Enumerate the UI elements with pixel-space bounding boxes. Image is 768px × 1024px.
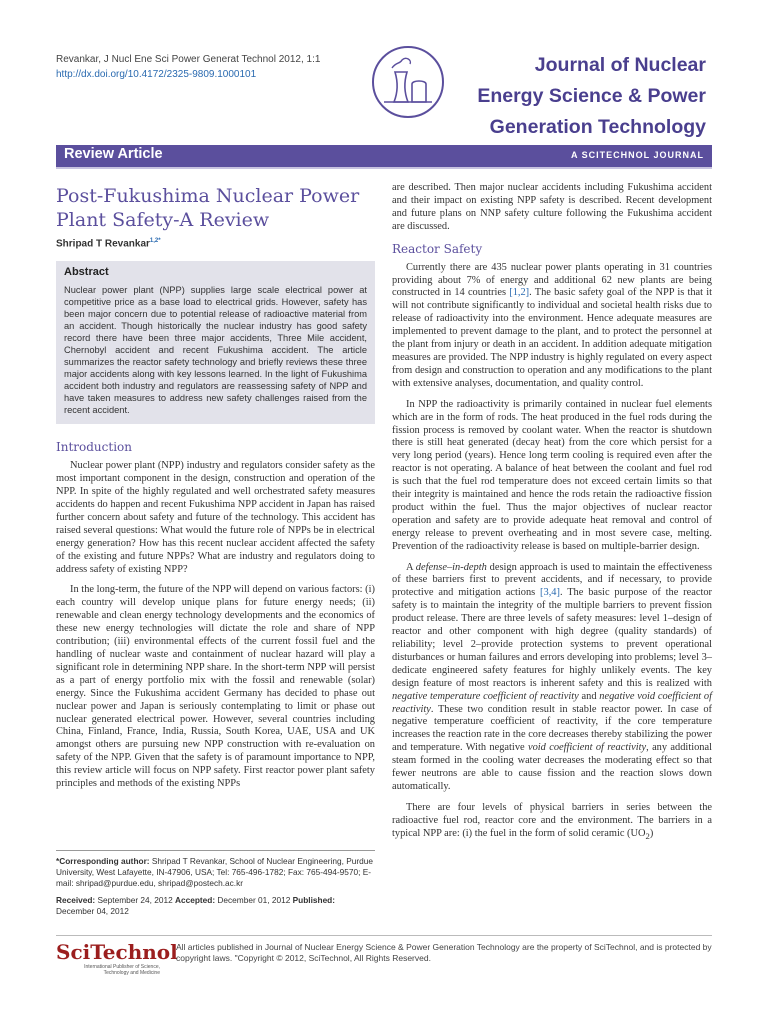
brand-tagline-2: Technology and Medicine xyxy=(103,970,160,976)
publisher-tagline: A SCITECHNOL JOURNAL xyxy=(570,150,704,160)
intro-paragraph-continued: are described. Then major nuclear accidents including Fukushima accident and their impact on existing NPP safety is described. Recent development and future plans on NNP safety culture following the Fukushima accident are discussed. xyxy=(392,182,712,232)
accepted-date: December 01, 2012 xyxy=(215,895,293,905)
abstract-text: Nuclear power plant (NPP) supplies large scale electrical power at competitive price as a base load to electrical grids. However, safety has been major concern due to potential release of radioactive material from an accident. Though historically the nuclear industry has good safety record there have been three major accidents, Three Mile accident, Chernobyl accident and recent Fukushima accident. The article summarizes the reactor safety technology and briefly reviews these three major accidents along with key lessons learned. In the light of Fukushima accident both industry and regulators are reassessing safety of NPP and have taken measures to address new safety challenges raised from the recent accident. xyxy=(64,285,367,416)
corresponding-author-text: Shripad T Revankar, School of Nuclear Engineering, Purdue University, West Lafayette, IN-47906, USA; Tel: 765-496-1782; Fax: 765-494-9570; E-mail: shripad@purdue.edu, shripad@postech.ac.kr xyxy=(56,856,373,888)
footer-divider xyxy=(56,935,712,936)
accepted-label: Accepted: xyxy=(175,895,216,905)
text-run: . The basic safety goal of the NPP is that it will not contribute significantly to individual and societal health risks due to release of radioactivity into the environment. Hence adequate measures are implemented to prevent damage to the plant, and to protect the personnel at the plant from injury or death in an accident. In addition adequate mitigation measures are provided. The NPP industry is highly regulated on every aspect from design and construction to operation and any modifications to the plant with extensive analyses, documentation, and quality control. xyxy=(392,287,712,389)
text-run: A xyxy=(406,561,416,573)
copyright-note: All articles published in Journal of Nuclear Energy Science & Power Generation Technology are the property of SciTechnol, and is protected by copyright laws. "Copyright © 2012, SciTechnol, All Rights Reserved. xyxy=(176,942,712,963)
emphasis-text: defense–in-depth xyxy=(415,561,487,573)
journal-title-line-2: Energy Science & Power xyxy=(477,85,706,107)
reactor-safety-heading: Reactor Safety xyxy=(392,241,483,256)
published-date: December 04, 2012 xyxy=(56,906,129,916)
introduction-heading: Introduction xyxy=(56,440,132,455)
text-run: , any additional steam formed in the cooling water decreases the moderating effect so that fewer neutrons are able to cause fission and the reaction slows down automatically. xyxy=(392,742,712,792)
article-dates xyxy=(56,895,375,917)
intro-paragraph-1: Nuclear power plant (NPP) industry and regulators consider safety as the most important component in the design, construction and operation of the NPP. In spite of the highly regulated and well orchestrated safety measures accidents do happen and recent Fukushima NPP accident in Japan has raised further concern about safety and future of the technology. This accident has raised several questions: What would the future role of NPPs be in electrical energy generation? How has this recent nuclear accident affected the safety of the existing and future NPPs? What are industry and regulators doing to address safety of existing NPP? xyxy=(56,460,375,575)
text-run: There are four levels of physical barriers in series between the radioactive fuel rod, reactor core and the environment. The barriers in a typical NPP are: (i) the fuel in the form of solid ceramic (UO xyxy=(392,801,712,839)
reactor-safety-paragraph-2: In NPP the radioactivity is primarily contained in nuclear fuel elements which are in the form of rods. The heat produced in the fuel rods during the fission process is removed by coolant water. When the reactor is shutdown there is still heat generated (decay heat) from the core which persist for a very long period (years). Hence long term cooling is required even after the reactor is not operating. A balance of heat between the coolant and fuel rod is such that the fuel rod temperature does not exceed certain limits so that their integrity is maintained and hence the rods retain the radioactive fission product within the fuel. Thus the major objectives of nuclear reactor operation and safety are to provide adequate heat removal and control of energy release to prevent overheating and in most severe case, melting. Prevention of the radioactivity release is based on multiple-barrier design. xyxy=(392,398,712,552)
brand-name: SciTechnol xyxy=(56,940,178,964)
author-affiliation-marker: 1,2* xyxy=(149,238,161,244)
scitechnol-logo xyxy=(56,940,178,976)
brand-tagline-1: International Publisher of Science, xyxy=(84,964,160,970)
text-run: . The basic purpose of the reactor safety is to maintain the integrity of the multiple barriers to prevent fission product release. There are three levels of safety measures: level 1–design of reactor and other component with high degree (quality standards) of reliability; level 2–provide protection systems to prevent operational disturbances or human failures and errors developing into problems; level 3–dedicate engineered safety features for highly unlikely events. The key design feature of most reactors is inherent safety and this is realized with xyxy=(392,587,712,689)
left-column xyxy=(56,182,375,799)
abstract-heading: Abstract xyxy=(64,266,109,279)
journal-title-line-1: Journal of Nuclear xyxy=(534,54,706,76)
text-run: . These two condition result in stable reactor power. In case of negative temperature coefficient of reactivity, if the core temperature increases the reaction rate in the core decreases thereby stabilizing the power and temperature. With negative xyxy=(392,703,712,754)
published-label: Published: xyxy=(292,895,336,905)
reference-link[interactable]: [3,4] xyxy=(540,587,560,599)
article-type-banner xyxy=(56,145,712,169)
doi-link[interactable]: http://dx.doi.org/10.4172/2325-9809.1000101 xyxy=(56,69,257,80)
received-label: Received: xyxy=(56,895,96,905)
text-run: Currently there are 435 nuclear power plants operating in 31 countries providing about 7% of energy and additional 62 new plants are being constructed in 14 countries xyxy=(392,261,712,299)
corresponding-author-note xyxy=(56,850,375,917)
reactor-safety-paragraph-3 xyxy=(392,562,712,794)
author-line xyxy=(56,238,375,249)
journal-title xyxy=(406,50,706,143)
citation-text: Revankar, J Nucl Ene Sci Power Generat Technol 2012, 1:1 xyxy=(56,54,321,65)
emphasis-text: negative void coefficient of reactivity xyxy=(392,690,712,715)
reactor-safety-paragraph-1 xyxy=(392,262,712,391)
text-run: and xyxy=(578,690,600,702)
text-run: design approach is used to maintain the effectiveness of these barriers first to prevent accidents, and if necessary, to provide protective and mitigation actions xyxy=(392,561,713,599)
emphasis-text: negative temperature coefficient of reactivity xyxy=(392,690,579,702)
corresponding-author-label: *Corresponding author: xyxy=(56,856,150,866)
text-run: ) xyxy=(649,827,654,839)
right-column xyxy=(392,182,712,851)
citation-block xyxy=(56,52,320,82)
emphasis-text: void coefficient of reactivity xyxy=(527,742,647,754)
article-type-label: Review Article xyxy=(64,146,163,162)
article-title: Post-Fukushima Nuclear Power Plant Safety-A Review xyxy=(56,185,360,231)
reference-link[interactable]: [1,2] xyxy=(509,287,530,299)
reactor-safety-paragraph-4 xyxy=(392,802,712,843)
journal-title-line-3: Generation Technology xyxy=(489,116,706,138)
abstract-box xyxy=(56,261,375,424)
author-name: Shripad T Revankar xyxy=(56,238,150,250)
subscript-text: 2 xyxy=(645,830,650,841)
intro-paragraph-2: In the long-term, the future of the NPP will depend on various factors: (i) each country will develop unique plans for future energy needs; (ii) renewable and clean energy technology developments and the economics of these new energy technologies will dictate the role and share of NPP contribution; (iii) environmental effects of the current fossil fuel and the handling of nuclear waste and containment of nuclear hazard will play a significant role in determining NPP share. In the short-term NPP will persist as a part of energy portfolio mix with the fossil and renewable (solar) energy. Since the Fukushima accident Germany has decided to phase out nuclear power and Japan is seriously contemplating to limit or phase out nuclear generated electrical power. However, several countries including China, Finland, France, India, Russia, South Korea, UAE, USA and UK amongst others are pursuing new NPP construction with re-evaluation on safety of the NPP. Given that the safety is of paramount importance to NPP, this review article will focus on NPP safety. First reactor power plant safety principles and methods of the existing NPPs xyxy=(56,584,375,790)
received-date: September 24, 2012 xyxy=(95,895,175,905)
